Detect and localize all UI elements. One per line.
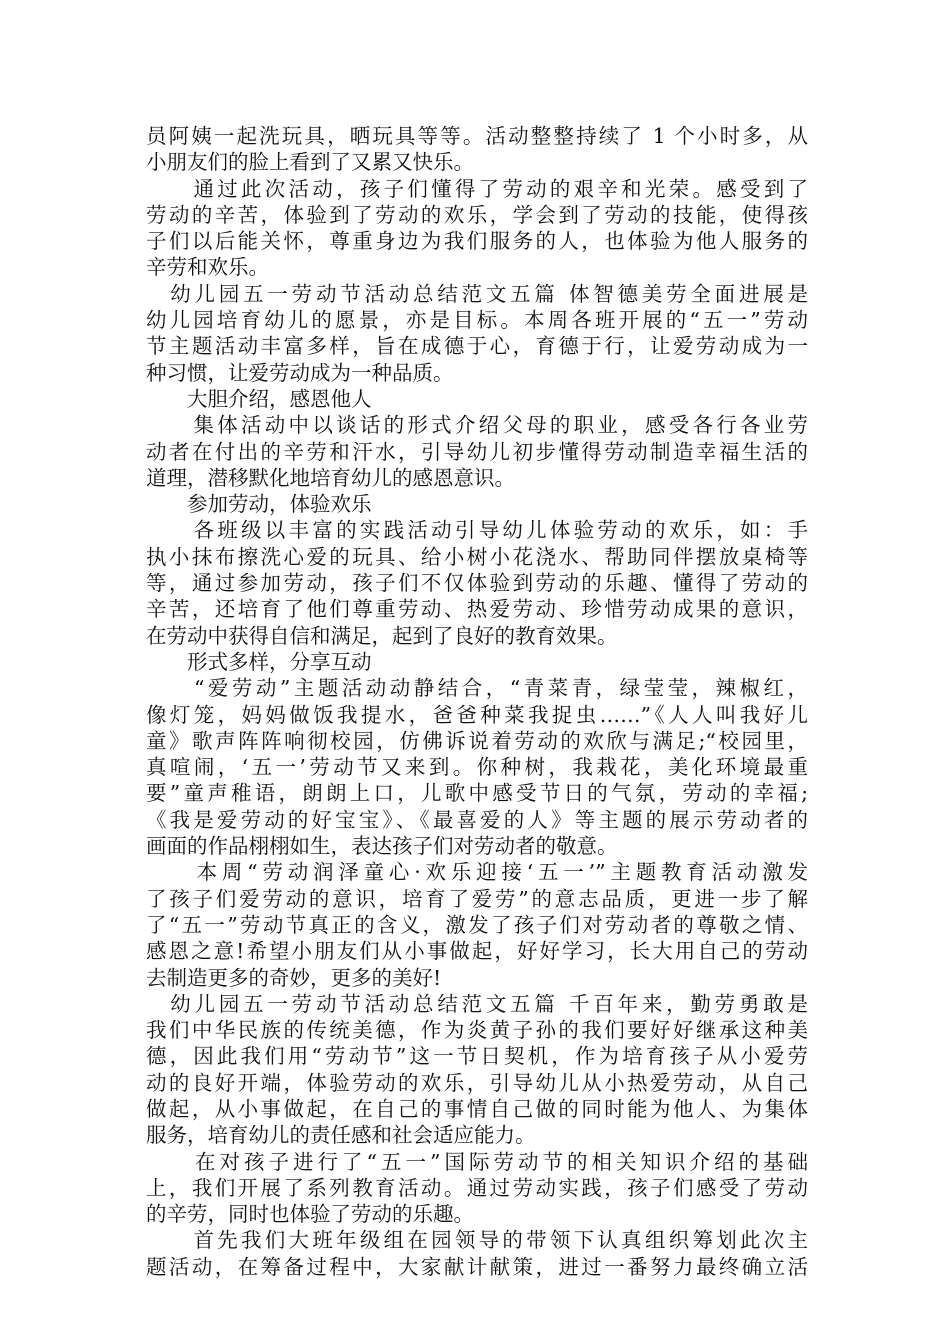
- text-line: 童》歌声阵阵响彻校园，仿佛诉说着劳动的欢欣与满足;“校园里，: [146, 728, 808, 753]
- text-line: 道理，潜移默化地培育幼儿的感恩意识。: [146, 465, 515, 490]
- text-line: 做起，从小事做起，在自己的事情自己做的同时能为他人、为集体: [146, 1096, 808, 1121]
- text-line: 画面的作品栩栩如生，表达孩子们对劳动者的敬意。: [146, 834, 618, 859]
- text-line: 要”童声稚语，朗朗上口，儿歌中感受节日的气氛，劳动的幸福;: [146, 781, 808, 806]
- text-line: 在劳动中获得自信和满足，起到了良好的教育效果。: [146, 623, 618, 648]
- text-line: 本周“劳动润泽童心·欢乐迎接‘五一’”主题教育活动激发: [146, 860, 808, 885]
- text-line: 动的良好开端，体验劳动的欢乐，引导幼儿从小热爱劳动，从自己: [146, 1070, 808, 1095]
- text-line: 大胆介绍，感恩他人: [146, 386, 372, 411]
- text-line: 题活动，在筹备过程中，大家献计献策，进过一番努力最终确立活: [146, 1254, 808, 1279]
- text-line: 的辛劳，同时也体验了劳动的乐趣。: [146, 1202, 474, 1227]
- text-line: 幼儿园培育幼儿的愿景，亦是目标。本周各班开展的“五一”劳动: [146, 308, 808, 333]
- text-line: 辛苦，还培育了他们尊重劳动、热爱劳动、珍惜劳动成果的意识，: [146, 597, 808, 622]
- text-line: 参加劳动，体验欢乐: [146, 492, 372, 517]
- text-line: 等，通过参加劳动，孩子们不仅体验到劳动的乐趣、懂得了劳动的: [146, 571, 808, 596]
- text-line: 德，因此我们用“劳动节”这一节日契机，作为培育孩子从小爱劳: [146, 1044, 808, 1069]
- text-line: 员阿姨一起洗玩具，晒玩具等等。活动整整持续了 1 个小时多，从: [146, 124, 808, 148]
- text-line: 去制造更多的奇妙，更多的美好!: [146, 965, 442, 990]
- text-line: 了孩子们爱劳动的意识，培育了爱劳”的意志品质，更进一步了解: [146, 886, 808, 911]
- text-line: 劳动的辛苦，体验到了劳动的欢乐，学会到了劳动的技能，使得孩: [146, 202, 808, 227]
- text-line: 服务，培育幼儿的责任感和社会适应能力。: [146, 1123, 536, 1148]
- text-line: 节主题活动丰富多样，旨在成德于心，育德于行，让爱劳动成为一: [146, 334, 808, 359]
- text-line: 集体活动中以谈话的形式介绍父母的职业，感受各行各业劳: [146, 413, 808, 438]
- text-line: 各班级以丰富的实践活动引导幼儿体验劳动的欢乐，如：手: [146, 518, 808, 543]
- text-line: 形式多样，分享互动: [146, 649, 372, 674]
- text-line: 幼儿园五一劳动节活动总结范文五篇 体智德美劳全面进展是: [146, 281, 808, 306]
- text-line: 子们以后能关怀，尊重身边为我们服务的人，也体验为他人服务的: [146, 229, 808, 254]
- text-line: 在对孩子进行了“五一”国际劳动节的相关知识介绍的基础: [146, 1149, 808, 1174]
- text-line: 执小抹布擦洗心爱的玩具、给小树小花浇水、帮助同伴摆放桌椅等: [146, 544, 808, 569]
- text-line: 真喧闹，‘五一’劳动节又来到。你种树，我栽花，美化环境最重: [146, 755, 808, 780]
- text-line: 首先我们大班年级组在园领导的带领下认真组织筹划此次主: [146, 1228, 808, 1253]
- text-line: 《我是爱劳动的好宝宝》、《最喜爱的人》等主题的展示劳动者的: [146, 807, 808, 832]
- text-line: 了“五一”劳动节真正的含义，激发了孩子们对劳动者的尊敬之情、: [146, 912, 808, 937]
- text-line: 感恩之意!希望小朋友们从小事做起，好好学习，长大用自己的劳动: [146, 939, 808, 964]
- text-line: 通过此次活动，孩子们懂得了劳动的艰辛和光荣。感受到了: [146, 176, 808, 201]
- text-line: 动者在付出的辛劳和汗水，引导幼儿初步懂得劳动制造幸福生活的: [146, 439, 808, 464]
- text-line: “爱劳动”主题活动动静结合，“青菜青，绿莹莹，辣椒红，: [146, 676, 808, 701]
- text-line: 上，我们开展了系列教育活动。通过劳动实践，孩子们感受了劳动: [146, 1175, 808, 1200]
- text-line: 小朋友们的脸上看到了又累又快乐。: [146, 150, 474, 175]
- text-line: 辛劳和欢乐。: [146, 255, 269, 280]
- text-line: 幼儿园五一劳动节活动总结范文五篇 千百年来，勤劳勇敢是: [146, 991, 808, 1016]
- body-text: [146, 123, 808, 1280]
- text-line: 我们中华民族的传统美德，作为炎黄子孙的我们要好好继承这种美: [146, 1018, 808, 1043]
- text-line: 种习惯，让爱劳动成为一种品质。: [146, 360, 454, 385]
- text-line: 像灯笼，妈妈做饭我提水，爸爸种菜我捉虫……”《人人叫我好儿: [146, 702, 808, 727]
